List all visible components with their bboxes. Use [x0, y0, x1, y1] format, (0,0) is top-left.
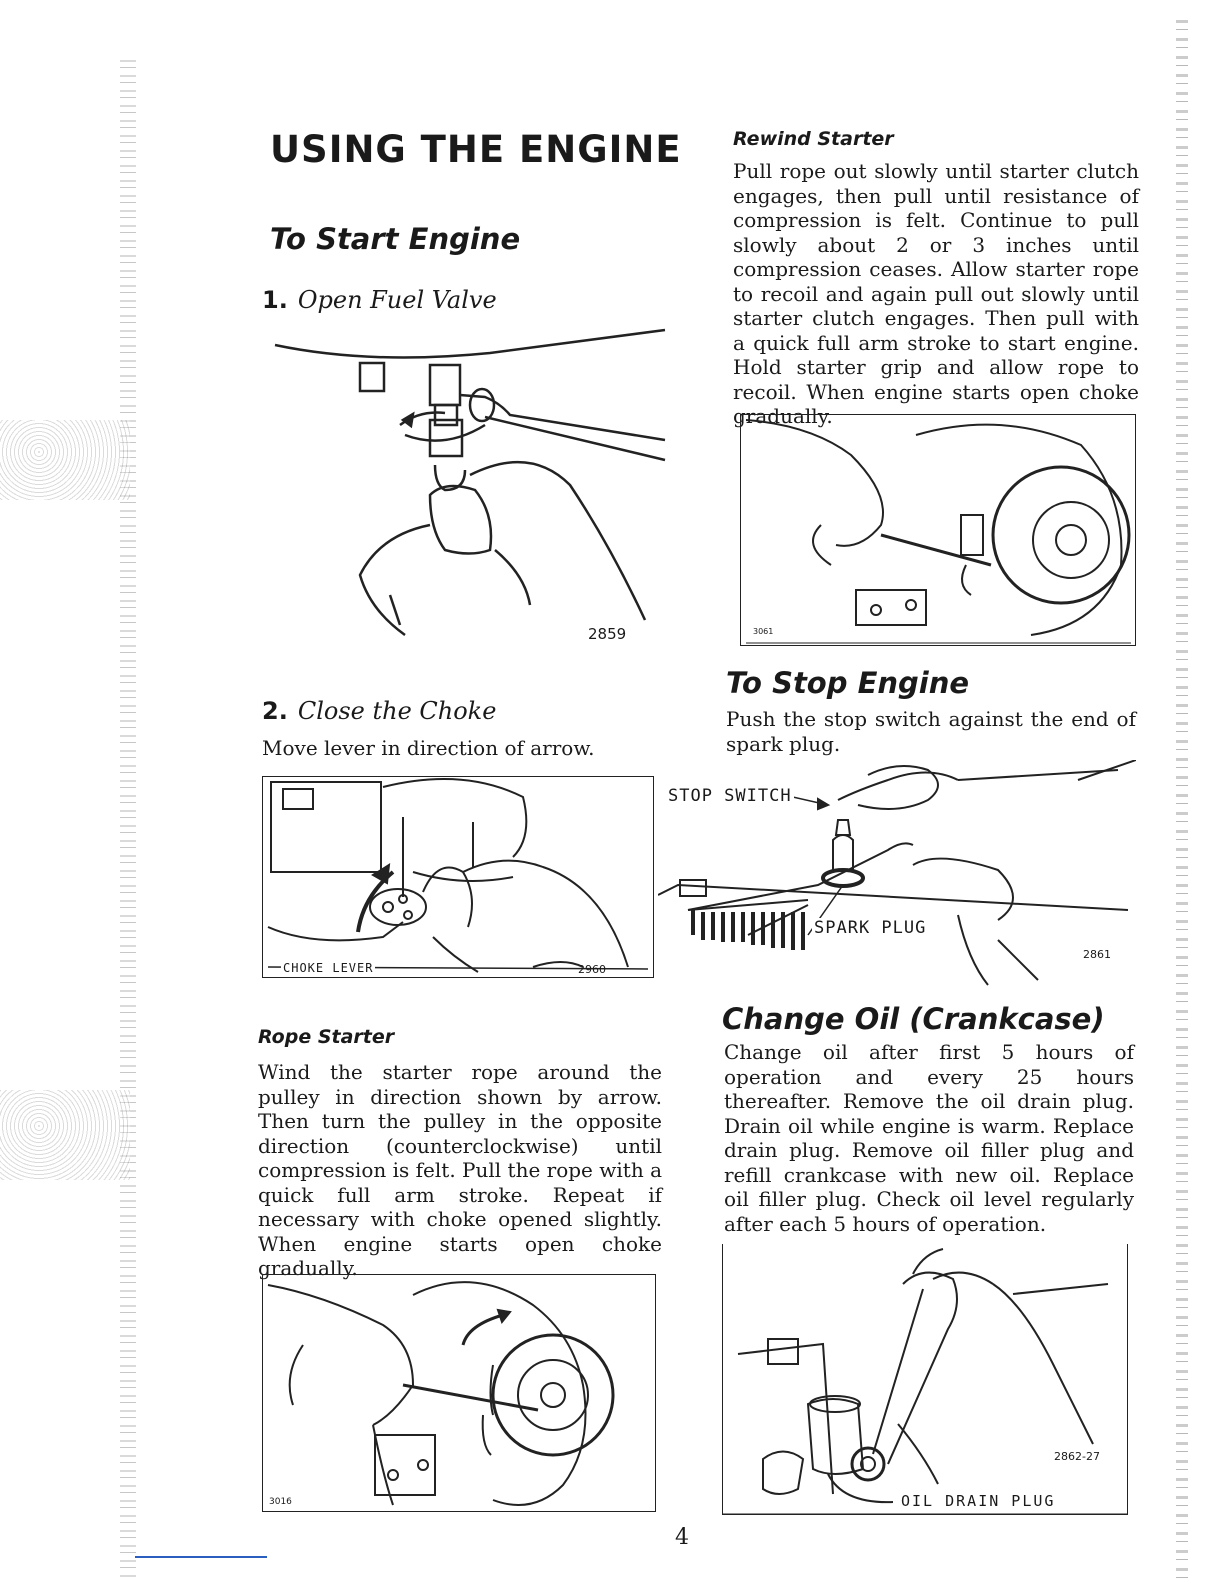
fig-2859-number: 2859 [588, 625, 627, 643]
scan-speckle [0, 1090, 130, 1180]
stop-switch-figure [658, 760, 1136, 990]
step1-label: Open Fuel Valve [297, 286, 497, 314]
stop-engine-text: Push the stop switch against the end of spark plug. [726, 707, 1136, 756]
step2-label: Close the Choke [297, 697, 497, 725]
spark-plug-label: SPARK PLUG [814, 918, 927, 938]
start-engine-heading: To Start Engine [270, 222, 521, 256]
rope-starter-text: Wind the starter rope around the pulley in direction shown by arrow. Then turn the pulley in the opposite direction (counterclockwise) until compression is felt. Pull the rope with a quick full arm stroke. Repeat if necessary with choke opened slightly. When engine starts open choke gradually. [258, 1060, 662, 1280]
rope-starter-heading: Rope Starter [258, 1026, 395, 1048]
fig-2862-number: 2862-27 [1054, 1450, 1100, 1463]
fig-3061-number: 3061 [753, 627, 774, 636]
fuel-valve-figure [270, 325, 670, 650]
page-number: 4 [675, 1525, 689, 1550]
change-oil-text: Change oil after first 5 hours of operation and every 25 hours thereafter. Remove the oil drain plug. Drain oil while engine is warm. Replace drain plug. Remove oil filler plug and refill crankcase with new oil. Replace oil filler plug. Check oil level regularly after each 5 hours of operation. [724, 1040, 1134, 1236]
rewind-starter-text: Pull rope out slowly until starter clutch engages, then pull until resistance of compression is felt. Continue to pull slowly about 2 or 3 inches until compression ceases. Allow starter rope to recoil and again pull out slowly until starter clutch engages. Then pull with a quick full arm stroke to start engine. Hold starter grip and allow rope to recoil. When engine starts open choke gradually. [733, 159, 1139, 428]
change-oil-heading: Change Oil (Crankcase) [722, 1002, 1105, 1036]
choke-lever-label: CHOKE LEVER [283, 961, 374, 975]
stop-switch-label: STOP SWITCH [668, 786, 792, 806]
step2-number: 2. [262, 697, 288, 725]
step1-heading [262, 286, 497, 314]
fig-2861-number: 2861 [1083, 948, 1111, 961]
rewind-starter-heading: Rewind Starter [733, 128, 894, 150]
step2-heading [262, 697, 496, 725]
fig-3016-number: 3016 [269, 1497, 292, 1507]
fig-2960-number: 2960 [578, 963, 606, 976]
choke-figure [262, 776, 654, 978]
scan-speckle [0, 420, 130, 500]
rope-starter-figure [262, 1274, 656, 1512]
oil-drain-figure [722, 1244, 1128, 1515]
rewind-starter-figure [740, 414, 1136, 646]
oil-drain-plug-label: OIL DRAIN PLUG [901, 1492, 1056, 1510]
step2-text: Move lever in direction of arrow. [262, 736, 595, 760]
bottom-rule [135, 1556, 267, 1558]
scan-edge-left [120, 60, 136, 1580]
scan-edge-right [1176, 20, 1188, 1580]
page-title: USING THE ENGINE [270, 128, 682, 171]
stop-engine-heading: To Stop Engine [726, 666, 970, 700]
step1-number: 1. [262, 286, 288, 314]
